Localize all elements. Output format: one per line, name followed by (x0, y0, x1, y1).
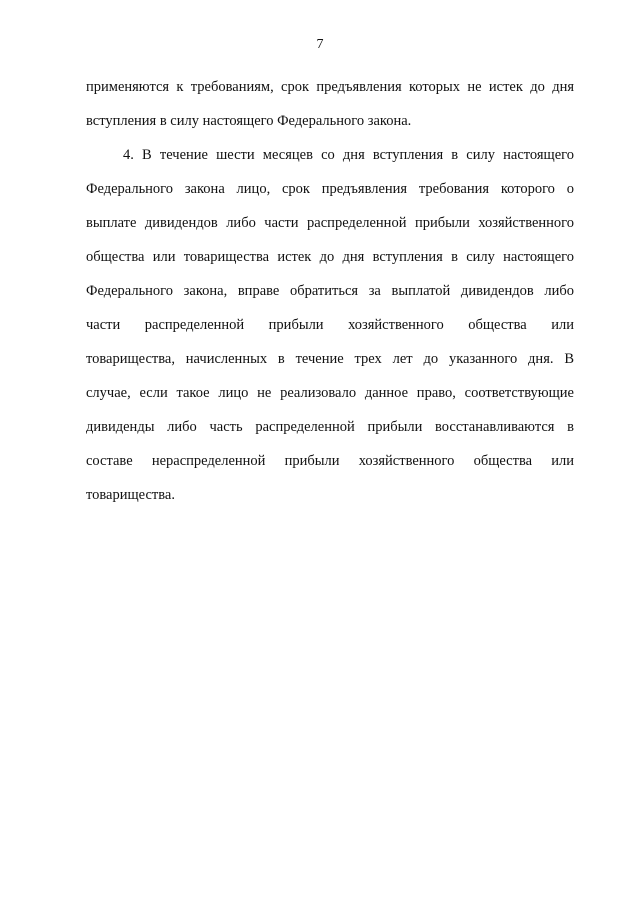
text-line: вступления в силу настоящего Федерального закона. (86, 113, 412, 129)
text-line: части распределенной прибыли хозяйственного общества или (86, 317, 574, 333)
text-line: выплате дивидендов либо части распределенной прибыли хозяйственного (86, 215, 574, 231)
text-line: общества или товарищества истек до дня вступления в силу настоящего (86, 249, 574, 265)
text-line: Федерального закона, вправе обратиться за выплатой дивидендов либо (86, 283, 574, 299)
text-line: Федерального закона лицо, срок предъявления требования которого о (86, 181, 574, 197)
text-line: составе нераспределенной прибыли хозяйственного общества или (86, 453, 574, 469)
text-line: товарищества, начисленных в течение трех лет до указанного дня. В (86, 351, 574, 367)
text-line: применяются к требованиям, срок предъявления которых не истек до дня (86, 79, 574, 95)
text-line: случае, если такое лицо не реализовало данное право, соответствующие (86, 385, 574, 401)
paragraph-continuation (86, 70, 574, 138)
text-line: дивиденды либо часть распределенной прибыли восстанавливаются в (86, 419, 574, 435)
page-number: 7 (316, 37, 324, 52)
paragraph-item-4 (86, 138, 574, 512)
text-line: 4. В течение шести месяцев со дня вступления в силу настоящего (123, 147, 574, 163)
text-line: товарищества. (86, 487, 175, 503)
